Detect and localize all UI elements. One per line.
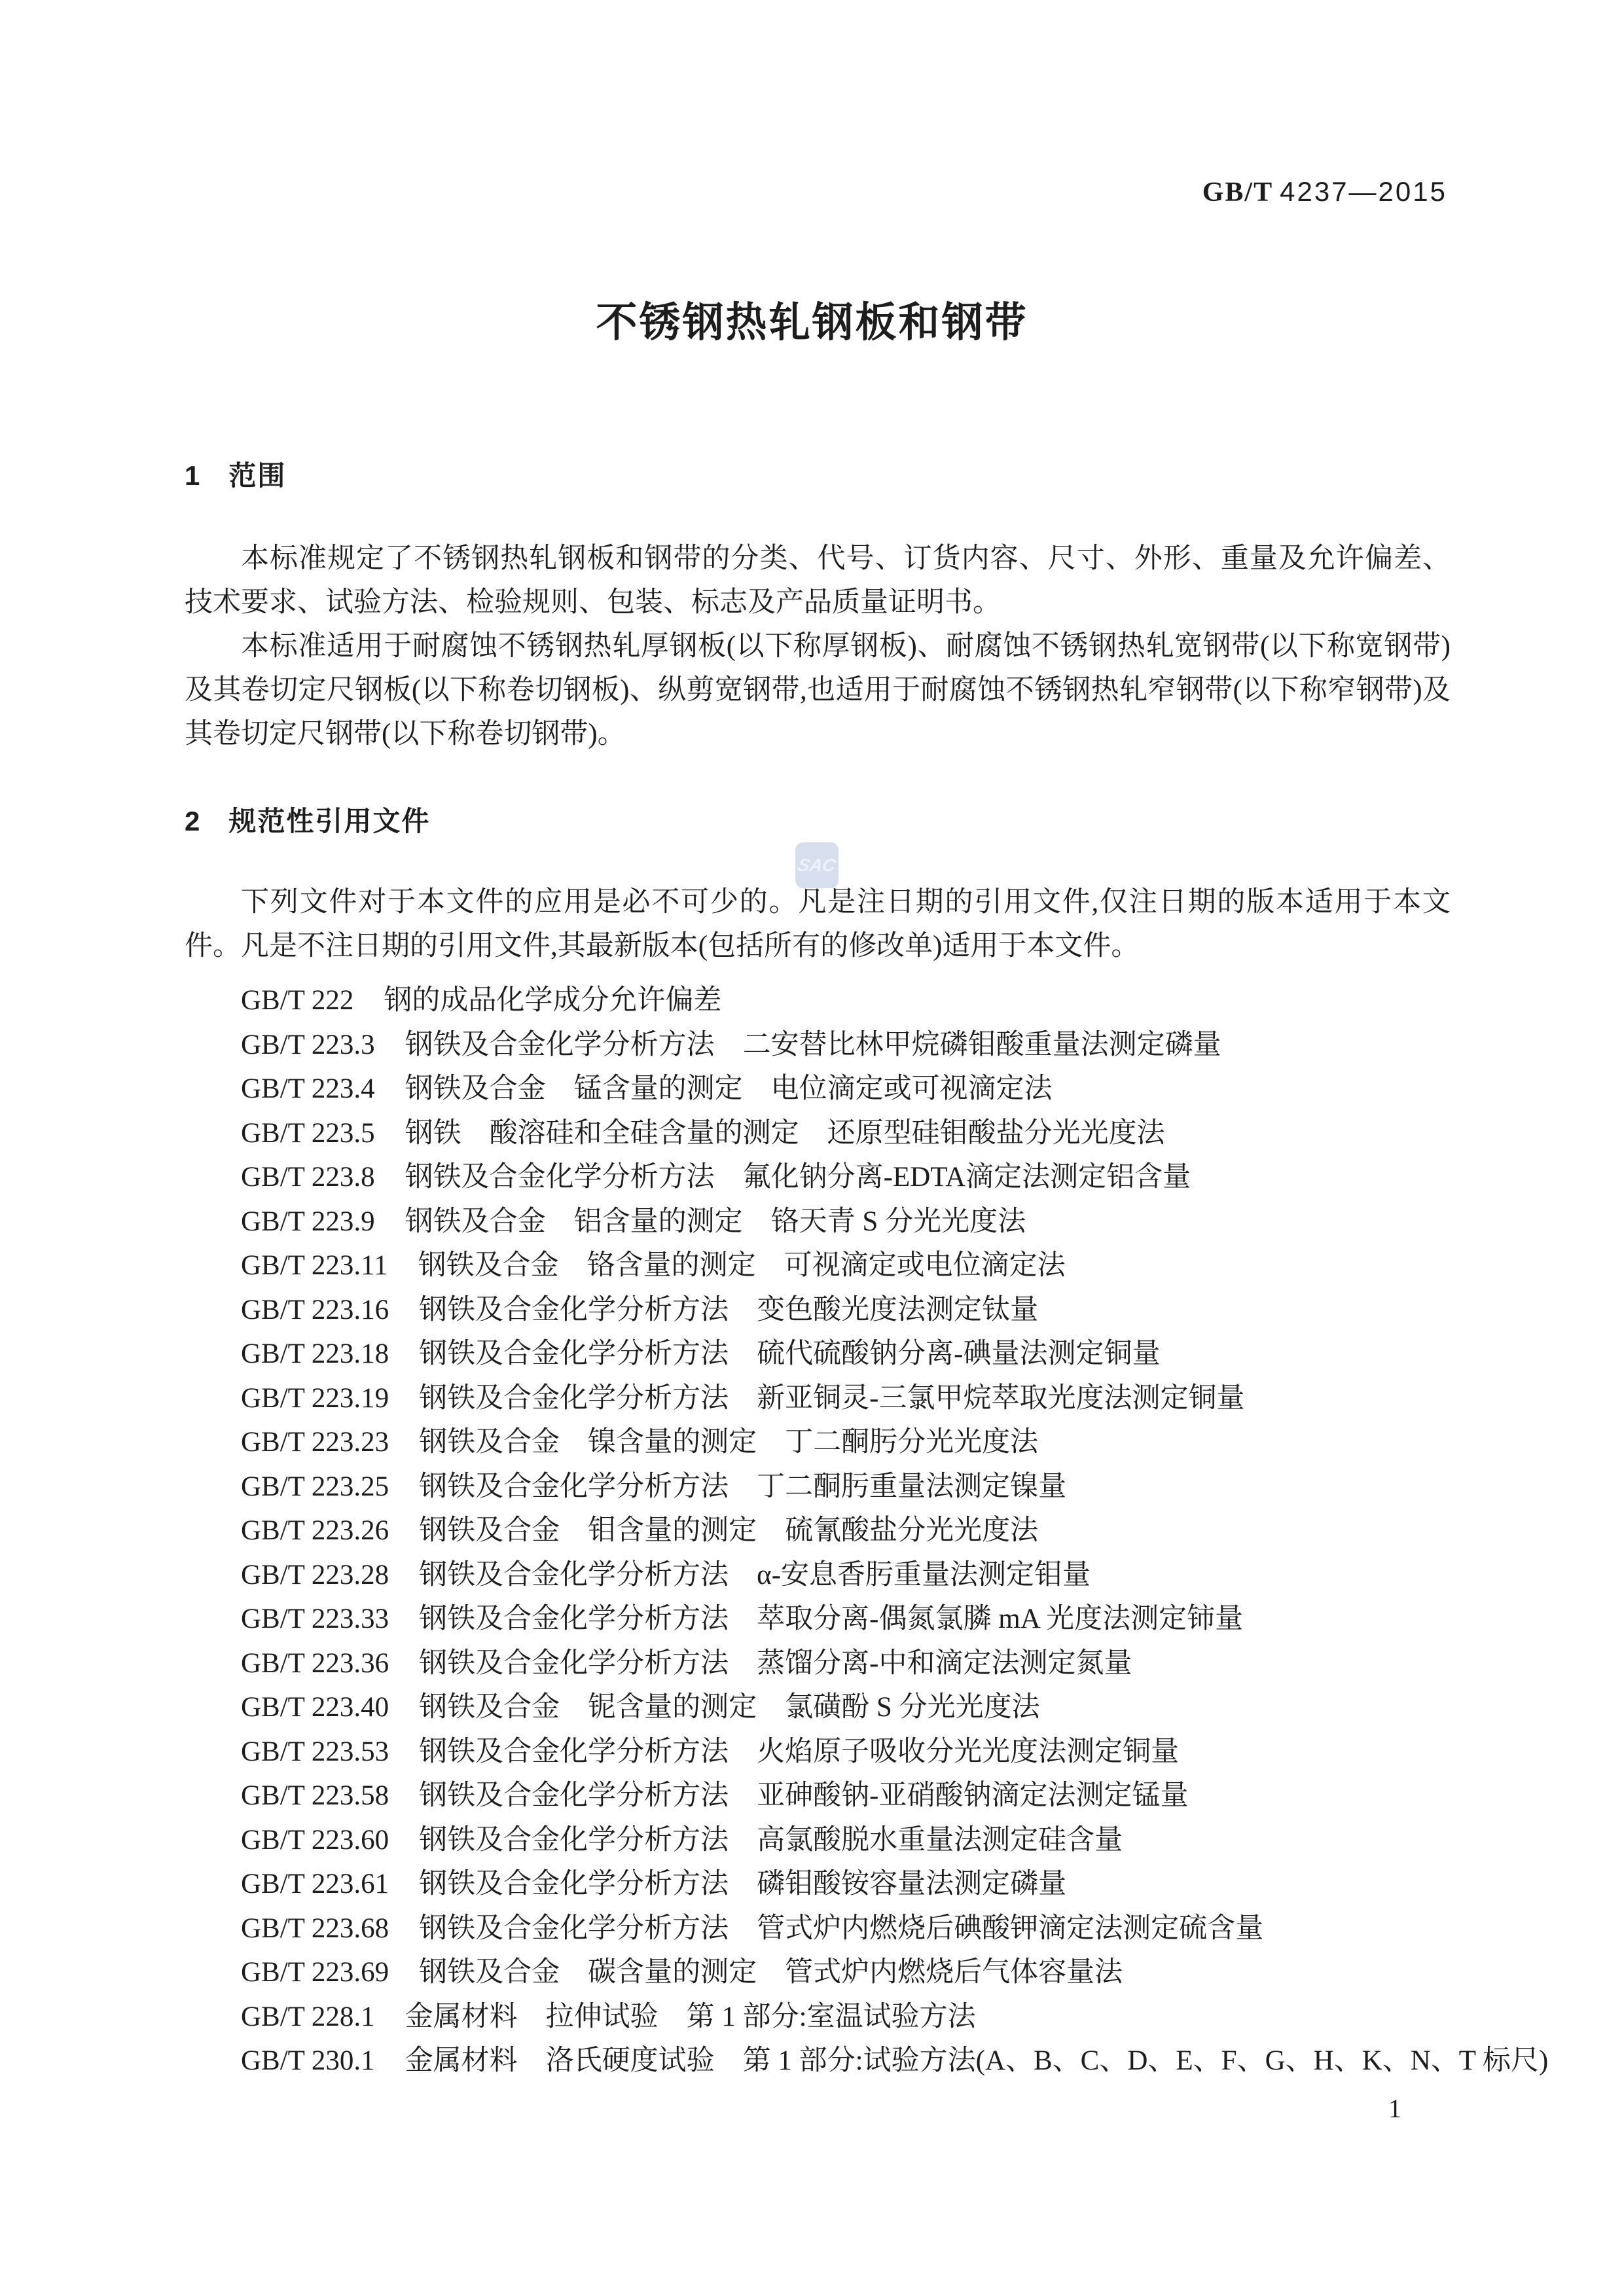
reference-code: GB/T 223.68 [241,1912,389,1944]
reference-item [241,1553,1451,1598]
reference-item [241,1509,1451,1553]
reference-title: 钢铁及合金化学分析方法 磷钼酸铵容量法测定磷量 [419,1869,1067,1899]
reference-item [241,1950,1451,1995]
reference-title: 钢铁及合金化学分析方法 α-安息香肟重量法测定钼量 [419,1559,1091,1590]
reference-item [241,1995,1451,2039]
reference-item [241,1067,1451,1111]
reference-item [241,1465,1451,1509]
reference-title: 钢铁及合金化学分析方法 硫代硫酸钠分离-碘量法测定铜量 [419,1338,1161,1369]
reference-item [241,1862,1451,1907]
reference-code: GB/T 223.60 [241,1824,389,1856]
section-2-intro [185,880,1451,968]
reference-code: GB/T 223.28 [241,1559,389,1590]
reference-code: GB/T 223.3 [241,1029,375,1060]
scope-paragraph-2: 本标准适用于耐腐蚀不锈钢热轧厚钢板(以下称厚钢板)、耐腐蚀不锈钢热轧宽钢带(以下称宽钢带)及其卷切定尺钢板(以下称卷切钢板)、纵剪宽钢带,也适用于耐腐蚀不锈钢热轧窄钢带(以下称窄钢带)及其卷切定尺钢带(以下称卷切钢带)。 [185,631,1451,749]
reference-title: 金属材料 拉伸试验 第 1 部分:室温试验方法 [405,2001,976,2032]
reference-code: GB/T 223.33 [241,1604,389,1634]
standard-code-number: 4237—2015 [1280,176,1447,207]
reference-code: GB/T 223.8 [241,1162,375,1193]
reference-code: GB/T 222 [241,985,354,1016]
reference-title: 钢铁及合金 锰含量的测定 电位滴定或可视滴定法 [405,1073,1053,1104]
reference-item [241,1023,1451,1067]
reference-title: 钢铁及合金化学分析方法 萃取分离-偶氮氯膦 mA 光度法测定铈量 [419,1604,1244,1634]
reference-title: 钢铁及合金 铝含量的测定 铬天青 S 分光光度法 [405,1206,1026,1237]
reference-title: 钢铁及合金化学分析方法 亚砷酸钠-亚硝酸钠滴定法测定锰量 [419,1780,1189,1811]
page-number: 1 [1388,2094,1401,2123]
reference-title: 钢铁及合金 铬含量的测定 可视滴定或电位滴定法 [418,1250,1066,1281]
reference-code: GB/T 223.5 [241,1117,375,1149]
reference-title: 钢铁及合金化学分析方法 二安替比林甲烷磷钼酸重量法测定磷量 [405,1029,1221,1060]
reference-title: 钢铁及合金化学分析方法 火焰原子吸收分光光度法测定铜量 [419,1736,1180,1767]
reference-item [241,2039,1549,2083]
section-1-number: 1 [185,460,200,491]
reference-title: 钢铁及合金 镍含量的测定 丁二酮肟分光光度法 [419,1427,1039,1458]
reference-item [241,1244,1451,1288]
reference-code: GB/T 223.4 [241,1073,375,1104]
section-2-number: 2 [185,806,200,836]
standard-code-prefix: GB/T [1202,177,1274,207]
reference-title: 钢的成品化学成分允许偏差 [384,985,722,1016]
section-1-body [185,537,1451,756]
standard-code [1202,178,1447,206]
reference-code: GB/T 223.25 [241,1471,389,1502]
reference-item [241,1332,1451,1376]
reference-code: GB/T 230.1 [241,2045,375,2076]
reference-title: 钢铁及合金化学分析方法 变色酸光度法测定钛量 [419,1294,1039,1325]
reference-item [241,1774,1451,1818]
reference-item [241,1420,1451,1465]
section-1-title: 范围 [228,460,287,491]
normative-references-intro: 下列文件对于本文件的应用是必不可少的。凡是注日期的引用文件,仅注日期的版本适用于本文件。凡是不注日期的引用文件,其最新版本(包括所有的修改单)适用于本文件。 [185,887,1451,961]
reference-item [241,1155,1451,1200]
reference-code: GB/T 223.58 [241,1780,389,1811]
reference-title: 钢铁及合金 碳含量的测定 管式炉内燃烧后气体容量法 [419,1957,1123,1988]
reference-item [241,1818,1451,1863]
reference-title: 钢铁 酸溶硅和全硅含量的测定 还原型硅钼酸盐分光光度法 [405,1117,1165,1149]
reference-item [241,1907,1451,1951]
reference-item [241,1641,1451,1686]
reference-item [241,978,1451,1023]
section-2-title: 规范性引用文件 [228,806,431,836]
scope-paragraph-1: 本标准规定了不锈钢热轧钢板和钢带的分类、代号、订货内容、尺寸、外形、重量及允许偏差、技术要求、试验方法、检验规则、包装、标志及产品质量证明书。 [185,543,1451,618]
document-title: 不锈钢热轧钢板和钢带 [596,300,1028,346]
reference-item [241,1685,1451,1730]
reference-code: GB/T 228.1 [241,2001,375,2032]
normative-references-list [185,978,1549,2083]
reference-code: GB/T 223.19 [241,1382,389,1414]
reference-item [241,1200,1451,1244]
reference-code: GB/T 223.18 [241,1338,389,1369]
reference-code: GB/T 223.53 [241,1736,389,1767]
reference-title: 金属材料 洛氏硬度试验 第 1 部分:试验方法(A、B、C、D、E、F、G、H、K、N、T 标尺) [405,2045,1549,2076]
reference-code: GB/T 223.61 [241,1869,389,1899]
reference-title: 钢铁及合金化学分析方法 高氯酸脱水重量法测定硅含量 [419,1824,1123,1856]
reference-code: GB/T 223.23 [241,1427,389,1458]
reference-item [241,1376,1451,1421]
reference-title: 钢铁及合金 铌含量的测定 氯磺酚 S 分光光度法 [419,1692,1040,1723]
section-1-heading [185,462,286,490]
reference-code: GB/T 223.16 [241,1294,389,1325]
reference-code: GB/T 223.26 [241,1515,389,1546]
reference-code: GB/T 223.69 [241,1957,389,1988]
reference-code: GB/T 223.36 [241,1647,389,1679]
reference-item [241,1730,1451,1774]
reference-code: GB/T 223.11 [241,1250,388,1281]
reference-title: 钢铁及合金化学分析方法 蒸馏分离-中和滴定法测定氮量 [419,1647,1132,1679]
reference-title: 钢铁及合金化学分析方法 管式炉内燃烧后碘酸钾滴定法测定硫含量 [419,1912,1264,1944]
reference-code: GB/T 223.9 [241,1206,375,1237]
sac-watermark-text: SAC [796,855,838,875]
reference-title: 钢铁及合金 钼含量的测定 硫氰酸盐分光光度法 [419,1515,1039,1546]
reference-item [241,1288,1451,1333]
reference-item [241,1597,1451,1641]
reference-title: 钢铁及合金化学分析方法 氟化钠分离-EDTA滴定法测定铝含量 [405,1162,1191,1193]
section-2-heading [185,808,430,835]
reference-title: 钢铁及合金化学分析方法 新亚铜灵-三氯甲烷萃取光度法测定铜量 [419,1382,1245,1414]
reference-code: GB/T 223.40 [241,1692,389,1723]
reference-item [241,1111,1451,1156]
reference-title: 钢铁及合金化学分析方法 丁二酮肟重量法测定镍量 [419,1471,1067,1502]
